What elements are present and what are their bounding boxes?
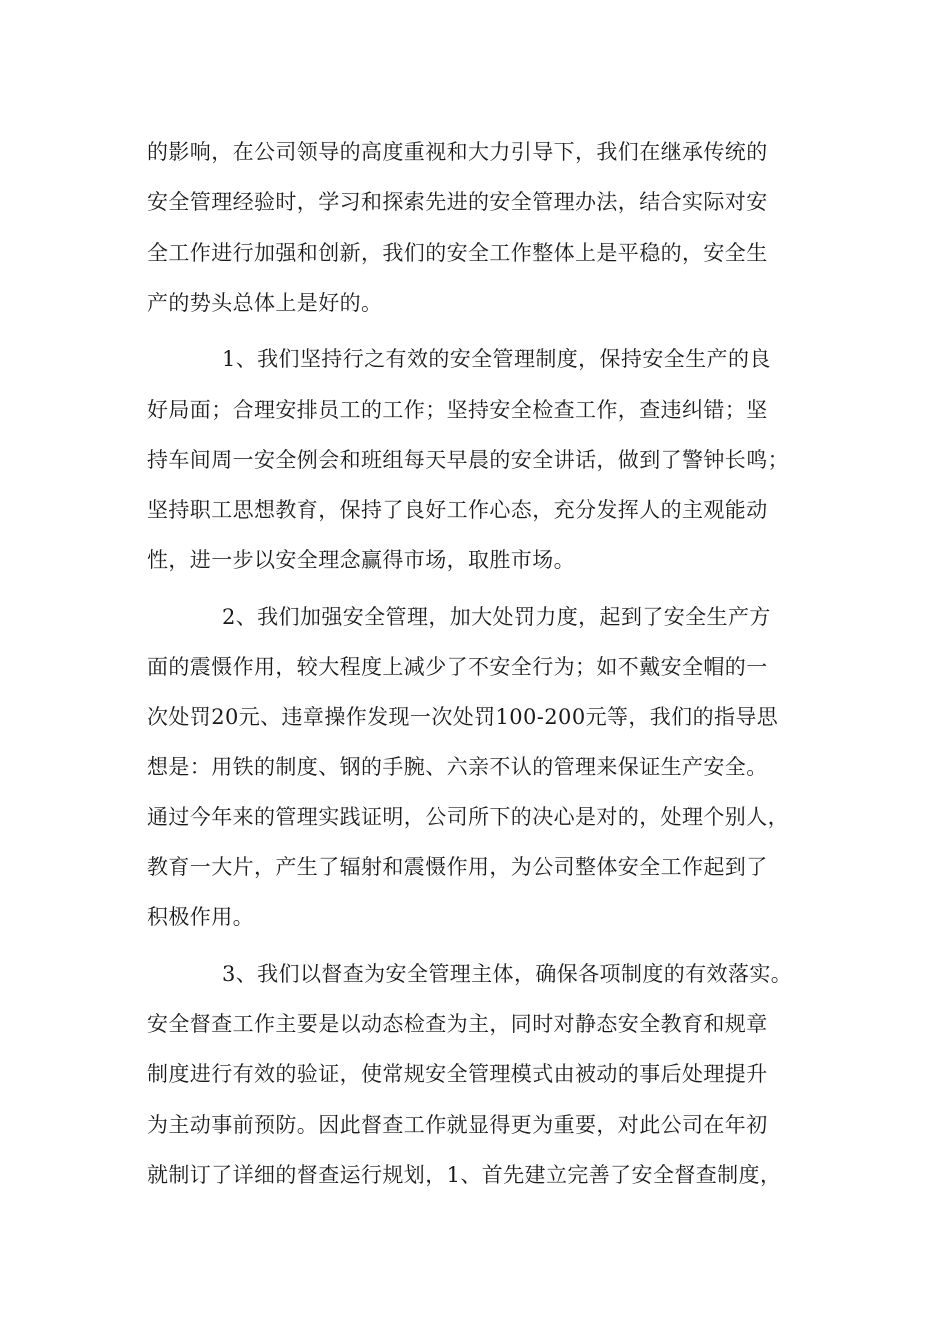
text-line: 想是：用铁的制度、钢的手腕、六亲不认的管理来保证生产安全。 <box>147 755 768 779</box>
text-line: 通过今年来的管理实践证明，公司所下的决心是对的，处理个别人， <box>147 805 789 829</box>
text-line: 1、我们坚持行之有效的安全管理制度，保持安全生产的良 <box>222 347 771 371</box>
text-line: 产的势头总体上是好的。 <box>147 291 383 315</box>
text-line: 2、我们加强安全管理，加大处罚力度，起到了安全生产方 <box>222 605 771 629</box>
text-line: 的影响，在公司领导的高度重视和大力引导下，我们在继承传统的 <box>147 140 768 164</box>
text-line: 安全督查工作主要是以动态检查为主，同时对静态安全教育和规章 <box>147 1012 768 1036</box>
text-line: 性，进一步以安全理念赢得市场，取胜市场。 <box>147 548 575 572</box>
text-line: 教育一大片，产生了辐射和震慑作用，为公司整体安全工作起到了 <box>147 855 768 879</box>
text-line: 3、我们以督查为安全管理主体，确保各项制度的有效落实。 <box>222 962 793 986</box>
text-line: 就制订了详细的督查运行规划，1、首先建立完善了安全督查制度， <box>147 1163 782 1187</box>
text-line: 坚持职工思想教育，保持了良好工作心态，充分发挥人的主观能动 <box>147 498 768 522</box>
text-line: 积极作用。 <box>147 905 254 929</box>
text-line: 持车间周一安全例会和班组每天早晨的安全讲话，做到了警钟长鸣； <box>147 448 789 472</box>
text-line: 制度进行有效的验证，使常规安全管理模式由被动的事后处理提升 <box>147 1062 768 1086</box>
text-line: 安全管理经验时，学习和探索先进的安全管理办法，结合实际对安 <box>147 190 768 214</box>
text-line: 面的震慑作用，较大程度上减少了不安全行为；如不戴安全帽的一 <box>147 655 768 679</box>
text-line: 好局面；合理安排员工的工作；坚持安全检查工作，查违纠错；坚 <box>147 398 768 422</box>
text-line: 次处罚20元、违章操作发现一次处罚100-200元等，我们的指导思 <box>147 705 779 729</box>
text-line: 为主动事前预防。因此督查工作就显得更为重要，对此公司在年初 <box>147 1113 768 1137</box>
text-line: 全工作进行加强和创新，我们的安全工作整体上是平稳的，安全生 <box>147 241 768 265</box>
